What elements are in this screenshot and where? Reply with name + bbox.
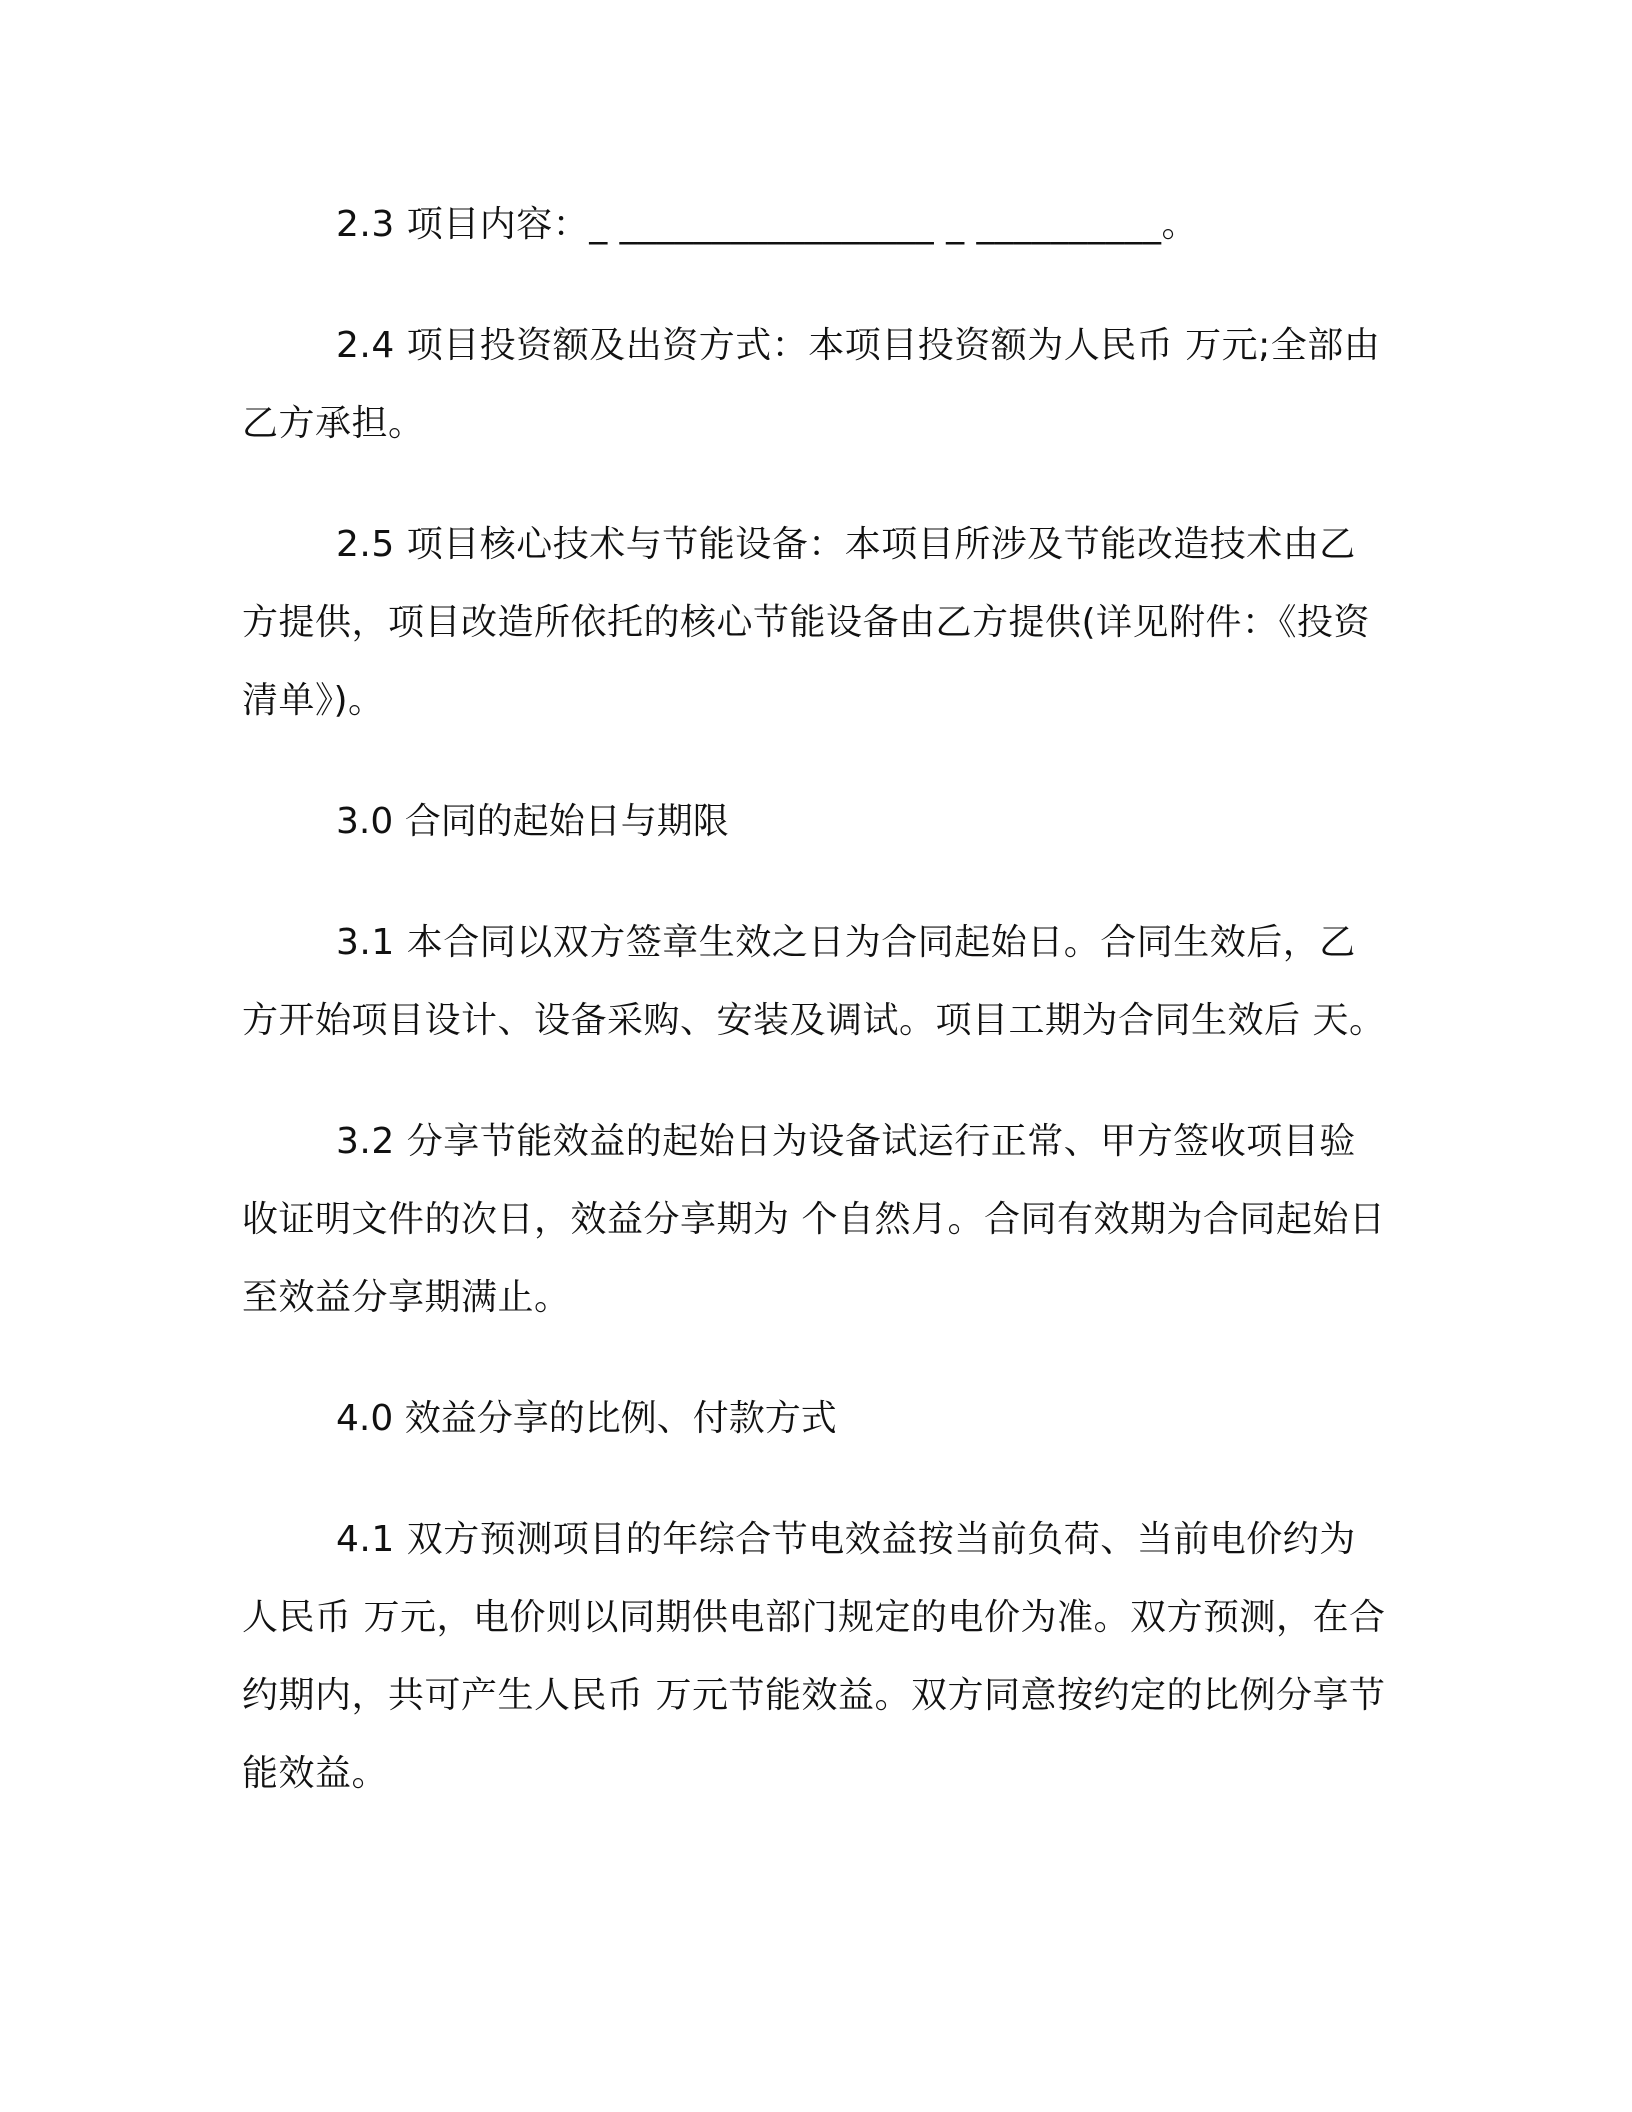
clause-3-1-start-date: 3.1 本合同以双方签章生效之日为合同起始日。合同生效后，乙方开始项目设计、设备采购、安装及调试。项目工期为合同生效后 天。 xyxy=(242,922,1386,1041)
document-body xyxy=(242,186,1387,1856)
section-4-0-heading: 4.0 效益分享的比例、付款方式 xyxy=(336,1398,837,1439)
clause-2-5-core-technology: 2.5 项目核心技术与节能设备：本项目所涉及节能改造技术由乙方提供，项目改造所依托的核心节能设备由乙方提供(详见附件：《投资清单》)。 xyxy=(242,524,1371,721)
clause-2-4-investment: 2.4 项目投资额及出资方式：本项目投资额为人民币 万元;全部由乙方承担。 xyxy=(242,325,1381,444)
clause-4-1-benefit-forecast: 4.1 双方预测项目的年综合节电效益按当前负荷、当前电价约为人民币 万元，电价则以同期供电部门规定的电价为准。双方预测，在合约期内，共可产生人民币 万元节能效益。双方同意按约定的比例分享节能效益。 xyxy=(242,1519,1386,1794)
clause-3-2-benefit-period: 3.2 分享节能效益的起始日为设备试运行正常、甲方签收项目验收证明文件的次日，效益分享期为 个自然月。合同有效期为合同起始日至效益分享期满止。 xyxy=(242,1121,1386,1318)
section-3-0-heading: 3.0 合同的起始日与期限 xyxy=(336,801,729,842)
clause-2-3-project-content: 2.3 项目内容：_ _________________ _ __________。 xyxy=(336,204,1199,245)
